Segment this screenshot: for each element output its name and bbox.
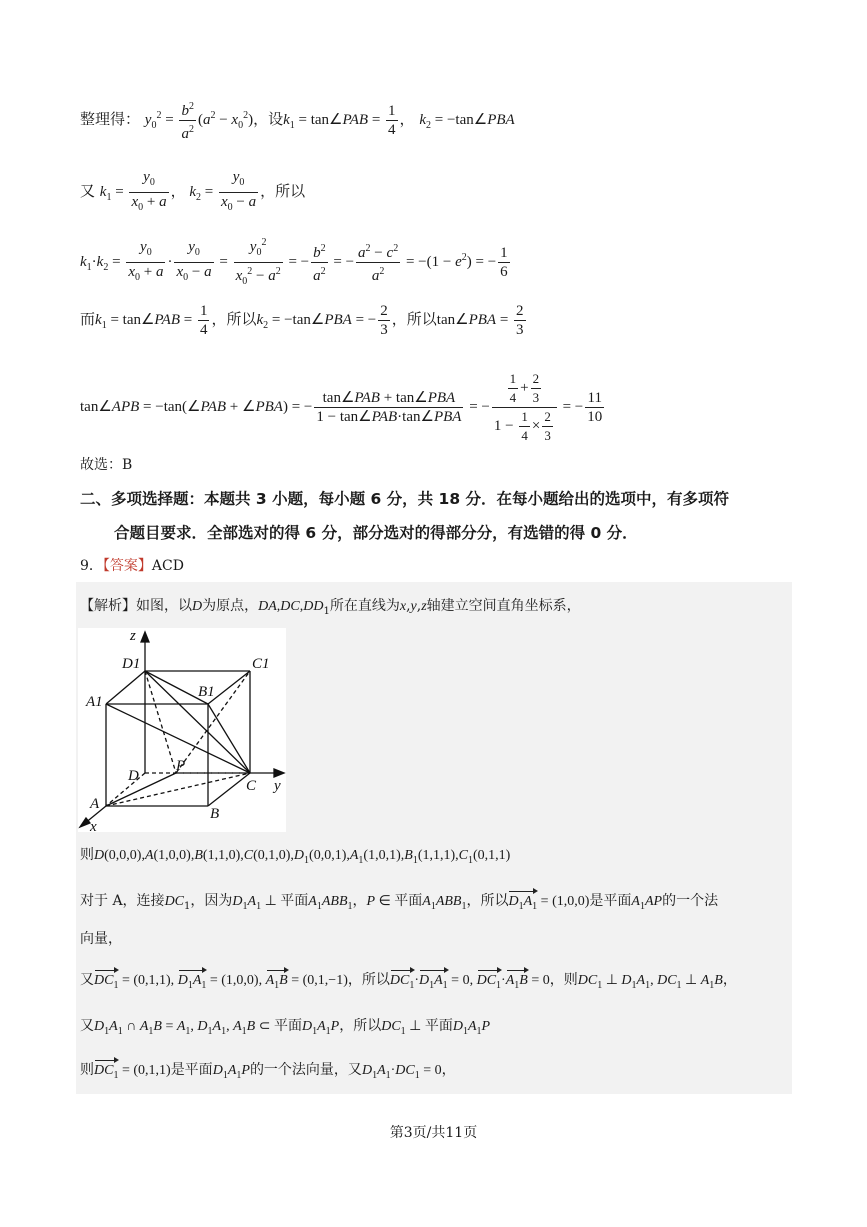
jiexi-end: 轴建立空间直角坐标系， xyxy=(426,598,581,614)
para-a-text3: 平面 xyxy=(280,893,309,909)
text-l4-mid1: ，所以 xyxy=(211,309,257,328)
label-x: x xyxy=(90,819,97,832)
line-3 xyxy=(80,234,512,291)
para-b-text2: ，所以 xyxy=(347,972,390,988)
label-d1: D1 xyxy=(122,656,141,672)
para-d-text2: 是平面 xyxy=(170,1062,213,1078)
jiexi-mid: 为原点， xyxy=(202,598,259,614)
label-c: C xyxy=(246,778,257,794)
formula-tan-pba: tan∠PBA = $\frac{2}{3}$ xyxy=(436,303,524,338)
para-a-line1: 对于 A，连接$DC_1$，因为$D_1A_1$ ⊥ 平面$A_1ABB_1$，P ∈ 平面$A_1ABB_1$，所以$D_1A_1 = (1,0,0)$是平面$A_1AP$的一个法 xyxy=(80,891,718,917)
text-l2-prefix: 又 xyxy=(80,181,96,200)
formula-k1-frac: $k_1$ = $\frac{y_0}{x_0 + a}$ ， $k_2$ = $\frac{y_0}{x_0 - a}$ xyxy=(99,169,257,213)
cube-figure xyxy=(78,628,286,832)
formula-k2-value: $k_2$ = −tan∠PBA = − $\frac{2}{3}$ xyxy=(256,303,388,338)
q9-answer-tag: 【答案】 xyxy=(102,558,152,574)
para-a-text5: 平面 xyxy=(394,893,423,909)
coords-formula: $D(0,0,0),A(1,0,0),B(1,1,0),C(0,1,0),D_1(0,0,1),A_1(1,0,1),B_1(1,1,1),C_1(0,1,1)$ xyxy=(94,848,511,866)
text-l1-sep: ， xyxy=(399,109,415,128)
label-y: y xyxy=(274,778,281,794)
text-l4-prefix: 而 xyxy=(80,309,96,328)
label-d: D xyxy=(128,768,139,784)
para-c-text1: 又 xyxy=(80,1018,94,1034)
formula-k1k2: $k_1\cdot k_2$ = $\frac{y_0}{x_0 + a}$ · $\frac{y_0}{x_0 - a}$ = $\frac{y_0^2}{x_0^2 - a^2}$ = − $\frac{b^2}{a^2}$ = − $\frac{a^2 - c^2}{a^2}$ = $-(1 - e^2)$ = − $\frac{1}{6}$ xyxy=(80,254,512,270)
para-b-text1: 又 xyxy=(80,972,94,988)
formula-k1: $k_1$ = tan∠PAB = $\frac{1}{4}$ xyxy=(283,103,396,138)
choose-line: 故选：B xyxy=(80,457,133,473)
para-d-text1: 则 xyxy=(80,1062,94,1078)
para-c-text2: 平面 xyxy=(273,1018,302,1034)
para-a-text4: ， xyxy=(352,893,367,909)
label-z: z xyxy=(130,628,136,644)
para-a-text6: ，所以 xyxy=(466,893,509,909)
page-footer: 第3页/共11页 xyxy=(389,1125,478,1141)
para-a-text1: 对于 A，连接 xyxy=(80,893,165,909)
para-d-text3: 的一个法向量，又 xyxy=(249,1062,362,1078)
line-4 xyxy=(80,302,528,339)
jiexi-mid2: 所在直线为 xyxy=(329,598,400,614)
label-p: P xyxy=(176,758,186,774)
q9-answer-line xyxy=(80,556,184,576)
label-c1: C1 xyxy=(252,656,270,672)
para-c-text3: ，所以 xyxy=(339,1018,382,1034)
text-l1-prefix: 整理得： xyxy=(80,109,141,128)
text-l2-suffix: ，所以 xyxy=(260,181,306,200)
label-a: A xyxy=(90,796,100,812)
text-l1-mid: ，设 xyxy=(253,109,284,128)
jiexi-text: 【解析】如图，以 xyxy=(80,598,192,614)
q9-answer: ACD xyxy=(151,558,184,574)
formula-k1-again: $k_1$ = tan∠PAB = $\frac{1}{4}$ xyxy=(95,303,208,338)
formula-y0-squared: $y_0^2$ = $\frac{b^2}{a^2}$ $(a^2 - x_0^2)$ xyxy=(145,112,253,128)
section2-line2: 合题目要求．全部选对的得 6 分，部分选对的得部分分，有选错的得 0 分． xyxy=(114,524,638,542)
axes-lines: DA xyxy=(258,599,277,614)
q9-number: 9． xyxy=(80,558,103,574)
label-a1: A1 xyxy=(86,694,103,710)
label-b: B xyxy=(210,806,220,822)
para-c-line: 又$D_1A_1$ ∩ $A_1B = A_1$, $D_1A_1$, $A_1B$ ⊂ 平面$D_1A_1P$，所以$DC_1$ ⊥ 平面$D_1A_1P$ xyxy=(80,1018,491,1037)
para-b-line: 又$DC_1 = (0,1,1)$, $D_1A_1 = (1,0,0)$, $A_1B = (0,1,-1)$，所以$DC_1\cdot D_1A_1 = 0$, $DC_1\cdot A_1B = 0$，则$DC_1$ ⊥ $D_1A_1$, $DC_1$ ⊥ $A_1B$， xyxy=(80,970,737,996)
origin-d: D xyxy=(192,599,203,614)
line-2 xyxy=(80,168,305,217)
para-b-text3: ，则 xyxy=(549,972,578,988)
jiexi-line: 【解析】如图，以D为原点，$DA,DC,DD_1$所在直线为x,y,z轴建立空间直角坐标系， xyxy=(80,598,581,617)
section2-line1: 二、多项选择题：本题共 3 小题，每小题 6 分，共 18 分．在每小题给出的选项中，有多项符 xyxy=(80,490,730,508)
coords-prefix: 则 xyxy=(80,847,94,863)
label-b1: B1 xyxy=(198,684,215,700)
para-a-text2: ，因为 xyxy=(190,893,233,909)
para-c-text4: 平面 xyxy=(424,1018,453,1034)
line-5 xyxy=(80,370,606,445)
formula-tan-apb: tan∠APB = −tan(∠PAB + ∠PBA) = − $\frac{\text{tan∠PAB + tan∠PBA}}{\text{1 − tan∠PAB·tan∠PBA}}$ = − $\frac{1}{4}$ + $\frac{2}{3}$ 1 − $\frac{1}{4}$ × $\frac{2}{3}$ = − $\frac{11}{10}$ xyxy=(80,371,603,443)
formula-k2: $k_2$ = −tan∠PBA xyxy=(419,111,515,131)
line-1 xyxy=(80,98,515,143)
para-d-line: 则$DC_1 = (0,1,1)$是平面$D_1A_1P$的一个法向量，又$D_1A_1\cdot DC_1 = 0$， xyxy=(80,1060,456,1086)
para-a-text8: 的一个法 xyxy=(662,893,719,909)
text-l4-mid2: ，所以 xyxy=(391,309,437,328)
para-a-text7: 是平面 xyxy=(589,893,632,909)
para-a-line2: 向量， xyxy=(80,931,122,947)
coords-line xyxy=(80,845,510,871)
